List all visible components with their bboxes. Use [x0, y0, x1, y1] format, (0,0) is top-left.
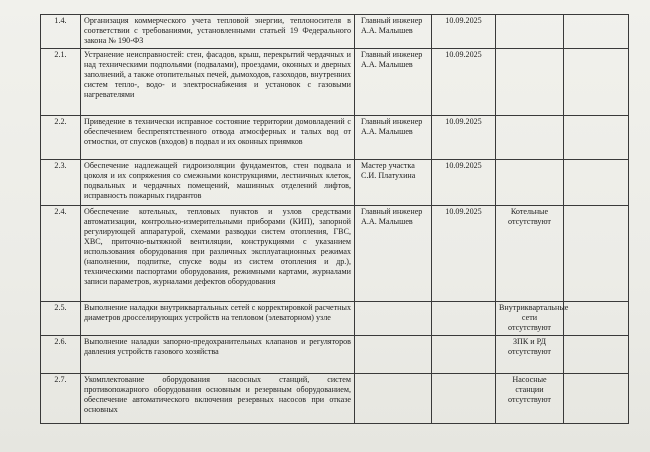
- row-number: 2.6.: [41, 336, 81, 374]
- row-number: 1.4.: [41, 15, 81, 49]
- note-cell: [496, 206, 564, 302]
- table-row: [41, 49, 629, 116]
- extra-cell: [564, 336, 629, 374]
- task-description: Выполнение наладки внутриквартальных сетей с корректировкой расчетных диаметров дросселирующих устройств на тепловом (элеваторном) узле: [81, 302, 355, 336]
- note-cell: [496, 15, 564, 49]
- deadline-date: 10.09.2025: [432, 116, 496, 160]
- extra-cell: [564, 116, 629, 160]
- row-number: 2.5.: [41, 302, 81, 336]
- table-row: [41, 336, 629, 374]
- task-description: Выполнение наладки запорно-предохранительных клапанов и регуляторов давления устройств газового хозяйства: [81, 336, 355, 374]
- task-description: Приведение в технически исправное состояние территории домовладений с обеспечением беспрепятственного отвода атмосферных и талых вод от отмостки, от спусков (входов) в подвал и их оконных приямков: [81, 116, 355, 160]
- row-number: 2.3.: [41, 160, 81, 206]
- extra-cell: [564, 206, 629, 302]
- responsible-text: Главный инженер А.А. Малышев: [361, 16, 423, 35]
- responsible-person: [355, 374, 432, 424]
- deadline-date: 10.09.2025: [432, 206, 496, 302]
- responsible-person: [355, 336, 432, 374]
- deadline-date: [432, 302, 496, 336]
- extra-cell: [564, 160, 629, 206]
- table-row: [41, 206, 629, 302]
- note-cell: [496, 336, 564, 374]
- responsible-person: [355, 15, 432, 49]
- responsible-text: Главный инженер А.А. Малышев: [361, 207, 423, 226]
- note-cell: [496, 302, 569, 336]
- note-cell: [496, 116, 564, 160]
- task-description: Укомплектование оборудования насосных станций, систем противопожарного оборудования основным и резервным оборудованием, обеспечение автоматического включения резервных насосов при отказе основных: [81, 374, 355, 424]
- measures-table: [40, 14, 629, 424]
- responsible-person: [355, 116, 432, 160]
- responsible-person: [355, 302, 432, 336]
- extra-cell: [564, 15, 629, 49]
- extra-cell: [564, 302, 629, 336]
- row-number: 2.2.: [41, 116, 81, 160]
- deadline-date: 10.09.2025: [432, 49, 496, 116]
- responsible-text: Главный инженер А.А. Малышев: [361, 117, 423, 136]
- responsible-person: [355, 49, 432, 116]
- table-row: [41, 302, 629, 336]
- responsible-person: [355, 206, 432, 302]
- deadline-date: 10.09.2025: [432, 160, 496, 206]
- row-number: 2.4.: [41, 206, 81, 302]
- note-cell: [496, 374, 564, 424]
- responsible-text: Мастер участка С.И. Платухина: [361, 161, 416, 180]
- note-text: Насосные станции отсутствуют: [508, 375, 551, 404]
- task-description: Обеспечение надлежащей гидроизоляции фундаментов, стен подвала и цоколя и их сопряжения со смежными конструкциями, лестничных клеток, подвальных и чердачных помещений, машинных отделений лифтов, исправность пожарных гидрантов: [81, 160, 355, 206]
- extra-cell: [564, 49, 629, 116]
- responsible-person: [355, 160, 432, 206]
- deadline-date: 10.09.2025: [432, 15, 496, 49]
- note-text: Котельные отсутствуют: [508, 207, 551, 226]
- note-cell: [496, 49, 564, 116]
- table-row: [41, 116, 629, 160]
- extra-cell: [564, 374, 629, 424]
- row-number: 2.1.: [41, 49, 81, 116]
- table-row: [41, 15, 629, 49]
- deadline-date: [432, 336, 496, 374]
- task-description: Организация коммерческого учета тепловой энергии, теплоносителя в соответствии с требованиями, установленными статьей 19 Федерального закона № 190-ФЗ: [81, 15, 355, 49]
- note-text: Внутриквартальные сети отсутствуют: [499, 303, 569, 332]
- table-row: [41, 160, 629, 206]
- responsible-text: Главный инженер А.А. Малышев: [361, 50, 423, 69]
- table-row: [41, 374, 629, 424]
- task-description: Обеспечение котельных, тепловых пунктов и узлов средствами автоматизации, контрольно-измерительными приборами (КИП), запорной регулирующей аппаратурой, схемами разводки систем отопления, ГВС, ХВС, приточно-вытяжной вентиляции, конструкциями с указанием использования оборудования при различных эксплуатационных режимах (наполнении, подпитке, спуске воды из систем отопления и др.), техническими паспортами оборудования, режимными картами, журналами записи параметров, журналами дефектов оборудования: [81, 206, 355, 302]
- note-text: ЗПК и РД отсутствуют: [508, 337, 551, 356]
- deadline-date: [432, 374, 496, 424]
- note-cell: [496, 160, 564, 206]
- task-description: Устранение неисправностей: стен, фасадов, крыш, перекрытий чердачных и над техническими подпольями (подвалами), проездами, оконных и дверных заполнений, а также отопительных печей, дымоходов, газоходов, внутренних систем тепло-, водо- и электроснабжения и установок с газовыми нагревателями: [81, 49, 355, 116]
- row-number: 2.7.: [41, 374, 81, 424]
